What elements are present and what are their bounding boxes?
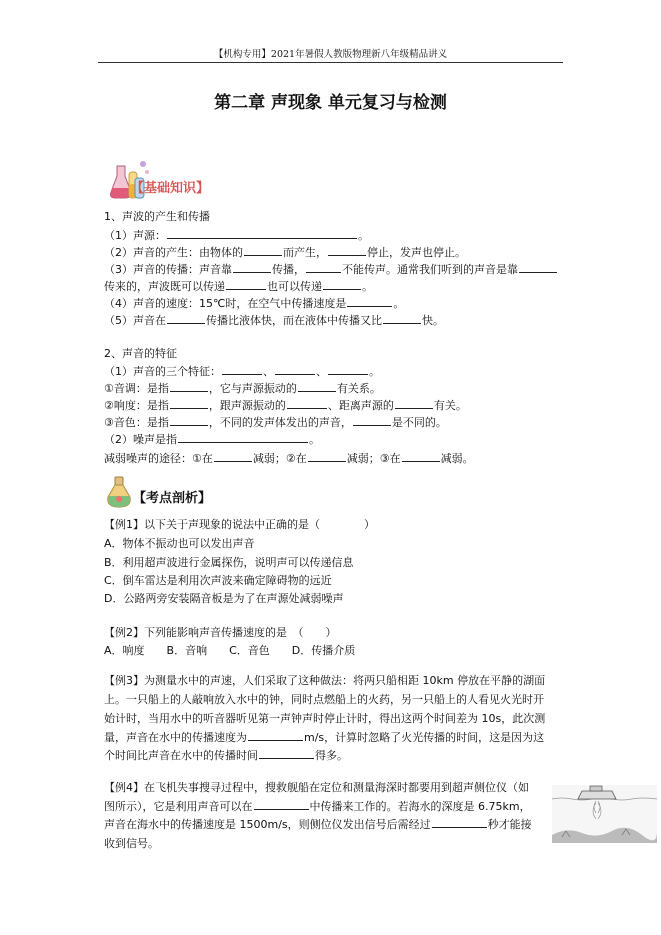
text: 不能传声。通常我们听到的声音是靠	[342, 263, 518, 276]
text-line	[104, 278, 373, 294]
text: ②响度：是指	[104, 399, 169, 412]
subsection-title: 1、声波的产生和传播	[104, 210, 210, 223]
text-line	[104, 397, 467, 413]
text: （3）声音的传播：声音靠	[104, 263, 232, 276]
text-line	[104, 227, 369, 243]
answer-blank[interactable]	[170, 414, 208, 426]
header-divider	[98, 62, 563, 63]
answer-blank[interactable]	[308, 450, 346, 462]
text: 是不同的。	[391, 416, 447, 429]
answer-blank[interactable]	[275, 363, 315, 375]
answer-blank[interactable]	[306, 261, 341, 273]
answer-blank[interactable]	[328, 363, 368, 375]
text-line	[104, 295, 404, 311]
answer-blank[interactable]	[402, 450, 440, 462]
text: m/s，计算时忽略了火光传播的时间，这是因为这	[304, 731, 545, 744]
text: （1）声音的三个特征：	[104, 365, 221, 378]
text-line	[104, 244, 466, 260]
answer-blank[interactable]	[167, 227, 357, 239]
text: 有关。	[433, 399, 467, 412]
text: 传播比液体快，而在液体中传播又比	[206, 314, 382, 327]
answer-blank[interactable]	[214, 450, 252, 462]
text: 减弱；②在	[252, 452, 307, 465]
text: ，不同的发声体发出的声音，	[208, 416, 352, 429]
answer-blank[interactable]	[226, 278, 266, 290]
text: 。	[309, 433, 320, 446]
text: 也可以传递	[267, 280, 322, 293]
answer-blank[interactable]	[222, 363, 262, 375]
text: ③音色：是指	[104, 416, 169, 429]
example-3-line	[104, 746, 348, 766]
example-1-option-c: C．倒车雷达是利用次声波来确定障碍物的远近	[104, 574, 332, 587]
text-line	[104, 431, 320, 447]
text-line	[104, 414, 447, 430]
text: 。	[369, 365, 380, 378]
answer-blank[interactable]	[167, 312, 205, 324]
text: 、距离声源的	[327, 399, 394, 412]
page-title: 第二章 声现象 单元复习与检测	[214, 93, 447, 113]
text: 。	[362, 280, 373, 293]
text-line	[104, 380, 381, 396]
example-3-line: 上。一只船上的人敲响放入水中的钟，同时点燃船上的火药，另一只船上的人看见火光时开	[104, 693, 544, 706]
text-line	[104, 450, 474, 466]
example-3-line: 始计时，当用水中的听音器听见第一声钟声时停止计时，得出这两个时间差为 10s，此次测	[104, 712, 546, 725]
subsection-title: 2、声音的特征	[104, 347, 177, 360]
answer-blank[interactable]	[170, 397, 208, 409]
answer-blank[interactable]	[233, 261, 271, 273]
answer-blank[interactable]	[328, 244, 366, 256]
answer-blank[interactable]	[248, 729, 303, 741]
answer-blank[interactable]	[347, 295, 392, 307]
text: 个时间比声音在水中的传播时间	[104, 749, 258, 762]
page-header: 【机构专用】2021年暑假人教版物理新八年级精品讲义	[213, 49, 448, 60]
answer-blank[interactable]	[287, 397, 327, 409]
text: 。	[358, 229, 369, 242]
answer-blank[interactable]	[323, 278, 361, 290]
text: 减弱。	[440, 452, 474, 465]
example-1-option-b: B．利用超声波进行金属探伤，说明声可以传递信息	[104, 556, 354, 569]
text: 传播，	[272, 263, 305, 276]
sonar-ship-illustration	[552, 785, 657, 843]
text: 停止，发声也停止。	[367, 246, 466, 259]
text: （4）声音的速度：15℃时，在空气中传播速度是	[104, 297, 347, 310]
answer-blank[interactable]	[254, 798, 309, 810]
example-1-option-a: A．物体不振动也可以发出声音	[104, 537, 255, 550]
text: ，跟声源振动的	[208, 399, 286, 412]
text: 减弱噪声的途径：①在	[104, 452, 213, 465]
text: 中传播来工作的。若海水的深度是 6.75km，	[309, 800, 531, 813]
example-4-line: 收到信号。	[104, 837, 159, 850]
text: 图所示），它是利用声音可以在	[104, 800, 253, 813]
text: 。	[393, 297, 405, 310]
answer-blank[interactable]	[170, 380, 208, 392]
example-1-stem: 【例1】以下关于声现象的说法中正确的是（ ）	[104, 518, 375, 531]
example-4-line	[104, 815, 532, 835]
answer-blank[interactable]	[244, 244, 282, 256]
example-4-line	[104, 797, 531, 817]
example-3-line	[104, 728, 544, 748]
text: （2）声音的产生：由物体的	[104, 246, 243, 259]
answer-blank[interactable]	[298, 380, 336, 392]
answer-blank[interactable]	[259, 747, 314, 759]
text: 得多。	[315, 749, 348, 762]
text: 减弱；③在	[346, 452, 401, 465]
text: 传来的，声波既可以传递	[104, 280, 225, 293]
answer-blank[interactable]	[383, 312, 421, 324]
potion-bottle-icon	[104, 475, 134, 509]
text: 有关系。	[336, 382, 381, 395]
example-1-option-d: D．公路两旁安装隔音板是为了在声源处减弱噪声	[104, 592, 344, 605]
text: 声音在海水中的传播速度是 1500m/s，则侧位仪发出信号后需经过	[104, 818, 431, 831]
text-line	[104, 261, 558, 277]
text: 而产生，	[283, 246, 327, 259]
answer-blank[interactable]	[395, 397, 433, 409]
answer-blank[interactable]	[519, 261, 557, 273]
text: 快。	[422, 314, 444, 327]
text: （1）声源：	[104, 229, 166, 242]
text: 秒才能接	[487, 818, 532, 831]
answer-blank[interactable]	[353, 414, 391, 426]
example-3-line: 【例3】为测量水中的声速，人们采取了这种做法：将两只船相距 10km 停放在平静的湖面	[104, 674, 546, 687]
text-line	[104, 363, 380, 379]
answer-blank[interactable]	[432, 816, 487, 828]
text: （5）声音在	[104, 314, 166, 327]
text: ，它与声源振动的	[208, 382, 297, 395]
section-heading-exam-analysis: 【考点剖析】	[133, 491, 212, 506]
text: 、	[316, 365, 327, 378]
text-line	[104, 312, 444, 328]
example-4-line: 【例4】在飞机失事搜寻过程中，搜救舰船在定位和测量海深时都要用到超声侧位仪（如	[104, 781, 529, 794]
text: ①音调：是指	[104, 382, 169, 395]
text: 、	[263, 365, 274, 378]
example-2-stem: 【例2】下列能影响声音传播速度的是 （ ）	[104, 626, 337, 639]
text: （2）噪声是指	[104, 433, 177, 446]
example-2-options: A．响度 B．音响 C．音色 D．传播介质	[104, 644, 356, 657]
answer-blank[interactable]	[178, 431, 308, 443]
section-heading-basic-knowledge: 【基础知识】	[131, 181, 210, 196]
text: 量，声音在水中的传播速度为	[104, 731, 247, 744]
